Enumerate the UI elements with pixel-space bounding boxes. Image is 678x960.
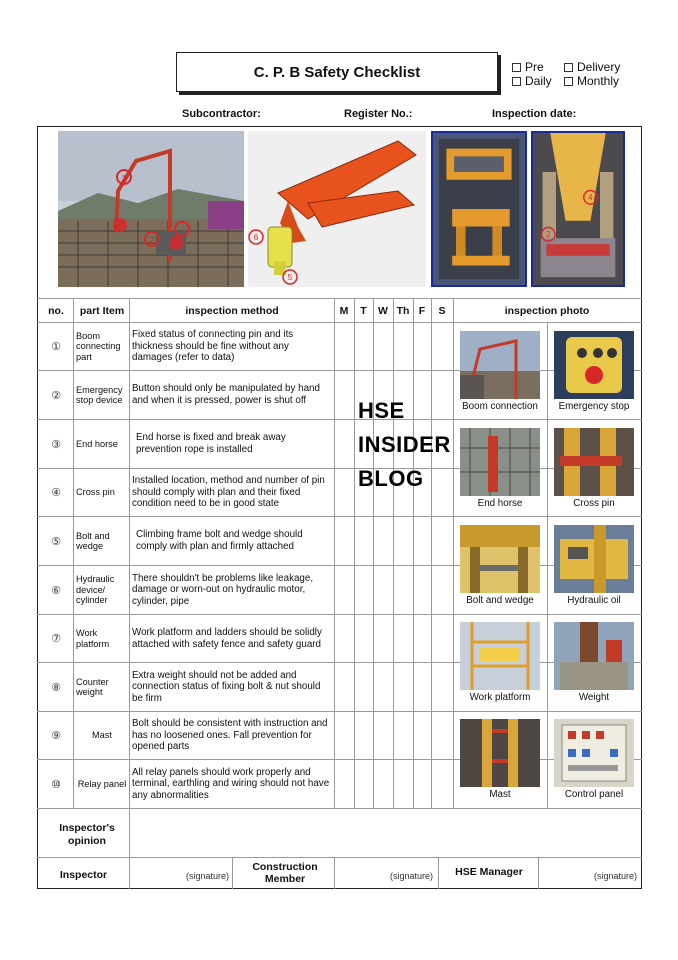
row-method: Work platform and ladders should be solidly attached with safety fence and safety guard — [132, 626, 322, 650]
row-method: Installed location, method and number of pin should comply with plan and their fixed condition need to be in good state — [132, 475, 325, 510]
row-number: ④ — [51, 487, 61, 499]
header-method: inspection method — [185, 305, 279, 317]
photo-weight — [554, 622, 634, 690]
table-row — [38, 517, 641, 565]
photo-control-panel — [554, 719, 634, 787]
row-method: Bolt should be consistent with instruction and has no loosened ones. Fall prevention for opened parts — [132, 718, 328, 753]
checkbox-icon[interactable] — [564, 77, 573, 86]
row-number: ② — [51, 389, 61, 402]
row-divider — [37, 808, 642, 809]
row-method: End horse is fixed and break away prevention rope is installed — [136, 432, 286, 455]
inspector-label: Inspector — [59, 869, 108, 881]
hero-photo-site — [58, 131, 244, 287]
col-divider — [232, 857, 233, 889]
row-part: Boom connecting part — [76, 330, 121, 362]
hse-manager-label: HSE Manager — [455, 866, 523, 878]
photo-caption: End horse — [477, 498, 523, 509]
header-day-f: F — [418, 305, 426, 317]
photo-work-platform — [460, 622, 540, 690]
hero-photo-mast — [531, 131, 625, 287]
col-divider — [438, 857, 439, 889]
inspection-date-label: Inspection date: — [492, 108, 577, 120]
signature-placeholder[interactable]: (signature) — [594, 871, 638, 881]
row-number: ⑩ — [51, 778, 61, 791]
photo-boom-connection — [460, 331, 540, 399]
table-row — [38, 323, 641, 370]
checkbox-icon[interactable] — [512, 77, 521, 86]
signature-placeholder[interactable]: (signature) — [186, 871, 230, 881]
photo-bolt-and-wedge — [460, 525, 540, 593]
photo-caption: Bolt and wedge — [466, 595, 534, 606]
row-divider — [37, 857, 642, 858]
photo-mast — [460, 719, 540, 787]
table-row — [38, 420, 641, 468]
row-number: ⑤ — [51, 535, 61, 548]
photo-caption: Cross pin — [573, 498, 615, 509]
hero-boom-diagram — [248, 131, 426, 287]
hero-marker: 6 — [253, 233, 259, 242]
header-part: part Item — [79, 305, 125, 317]
row-number: ⑧ — [51, 681, 61, 694]
table-row — [38, 566, 641, 614]
table-row — [38, 663, 641, 711]
option-delivery[interactable]: Delivery — [564, 60, 620, 74]
header-day-m: M — [339, 305, 349, 317]
row-part: End horse — [76, 438, 118, 449]
signature-placeholder[interactable]: (signature) — [390, 871, 434, 881]
header-photo: inspection photo — [504, 305, 590, 317]
row-number: ① — [51, 341, 61, 353]
hero-marker: 5 — [287, 273, 293, 282]
row-part: Emergency stop device — [76, 384, 123, 405]
row-method: Fixed status of connecting pin and its thickness should be fine without any damages (refer to data) — [132, 329, 294, 364]
header-day-th: Th — [396, 305, 410, 317]
photo-caption: Weight — [578, 692, 610, 703]
row-part: Hydraulic device/ cylinder — [76, 574, 115, 606]
row-method: Button should only be manipulated by hand and when it is pressed, power is shut off — [132, 383, 320, 406]
photo-caption: Work platform — [469, 692, 531, 703]
row-method: Climbing frame bolt and wedge should comply with plan and firmly attached — [136, 529, 303, 552]
photo-caption: Hydraulic oil — [567, 595, 621, 606]
header-day-s: S — [438, 305, 446, 317]
page-title: C. P. B Safety Checklist — [176, 52, 498, 92]
hero-marker: 2 — [149, 236, 155, 245]
subcontractor-label: Subcontractor: — [182, 108, 261, 120]
checkbox-icon[interactable] — [512, 63, 521, 72]
construction-member-label: Construction Member — [252, 861, 318, 885]
row-number: ⑨ — [51, 730, 61, 742]
option-daily[interactable]: Daily — [512, 74, 552, 88]
inspector-opinion-label: Inspector's opinion — [59, 822, 115, 847]
header-no: no. — [48, 305, 64, 317]
row-part: Relay panel — [77, 778, 127, 789]
row-part: Mast — [92, 730, 112, 741]
table-row — [38, 712, 641, 759]
row-method: Extra weight should not be added and connection status of fixing bolt & nut should be firm — [132, 669, 321, 704]
option-monthly[interactable]: Monthly — [564, 74, 619, 88]
row-number: ③ — [51, 438, 61, 451]
register-no-label: Register No.: — [344, 108, 413, 120]
row-number: ⑦ — [51, 633, 61, 645]
row-part: Counter weight — [76, 676, 109, 697]
watermark-line-2: INSIDER — [358, 432, 451, 457]
col-divider — [334, 857, 335, 889]
header-day-t: T — [360, 305, 367, 317]
table-top-border — [37, 298, 642, 299]
row-number: ⑥ — [51, 584, 61, 597]
header-day-w: W — [378, 305, 388, 317]
photo-emergency-stop — [554, 331, 634, 399]
row-method: All relay panels should work properly and terminal, earthling and wiring should not have any abnormalities — [132, 766, 330, 801]
table-row — [38, 760, 641, 808]
photo-caption: Emergency stop — [558, 401, 630, 412]
photo-cross-pin — [554, 428, 634, 496]
hero-marker: 1 — [121, 174, 127, 183]
photo-caption: Control panel — [564, 789, 624, 800]
table-row — [38, 615, 641, 662]
photo-caption: Boom connection — [462, 401, 538, 412]
row-part: Bolt and wedge — [76, 530, 110, 551]
row-part: Cross pin — [76, 487, 115, 498]
hero-marker: 2 — [546, 230, 551, 240]
row-method: There shouldn't be problems like leakage, damage or worn-out on hydraulic motor, cylinder, pipe — [132, 572, 314, 607]
photo-end-horse — [460, 428, 540, 496]
col-divider — [538, 857, 539, 889]
hero-marker: 4 — [588, 193, 593, 203]
checkbox-icon[interactable] — [564, 63, 573, 72]
row-part: Work platform — [76, 628, 110, 649]
photo-caption: Mast — [489, 789, 511, 800]
option-pre[interactable]: Pre — [512, 60, 544, 74]
hero-photo-frame — [431, 131, 527, 287]
photo-hydraulic-oil — [554, 525, 634, 593]
watermark-line-3: BLOG — [358, 466, 424, 491]
watermark-line-1: HSE — [358, 398, 405, 423]
